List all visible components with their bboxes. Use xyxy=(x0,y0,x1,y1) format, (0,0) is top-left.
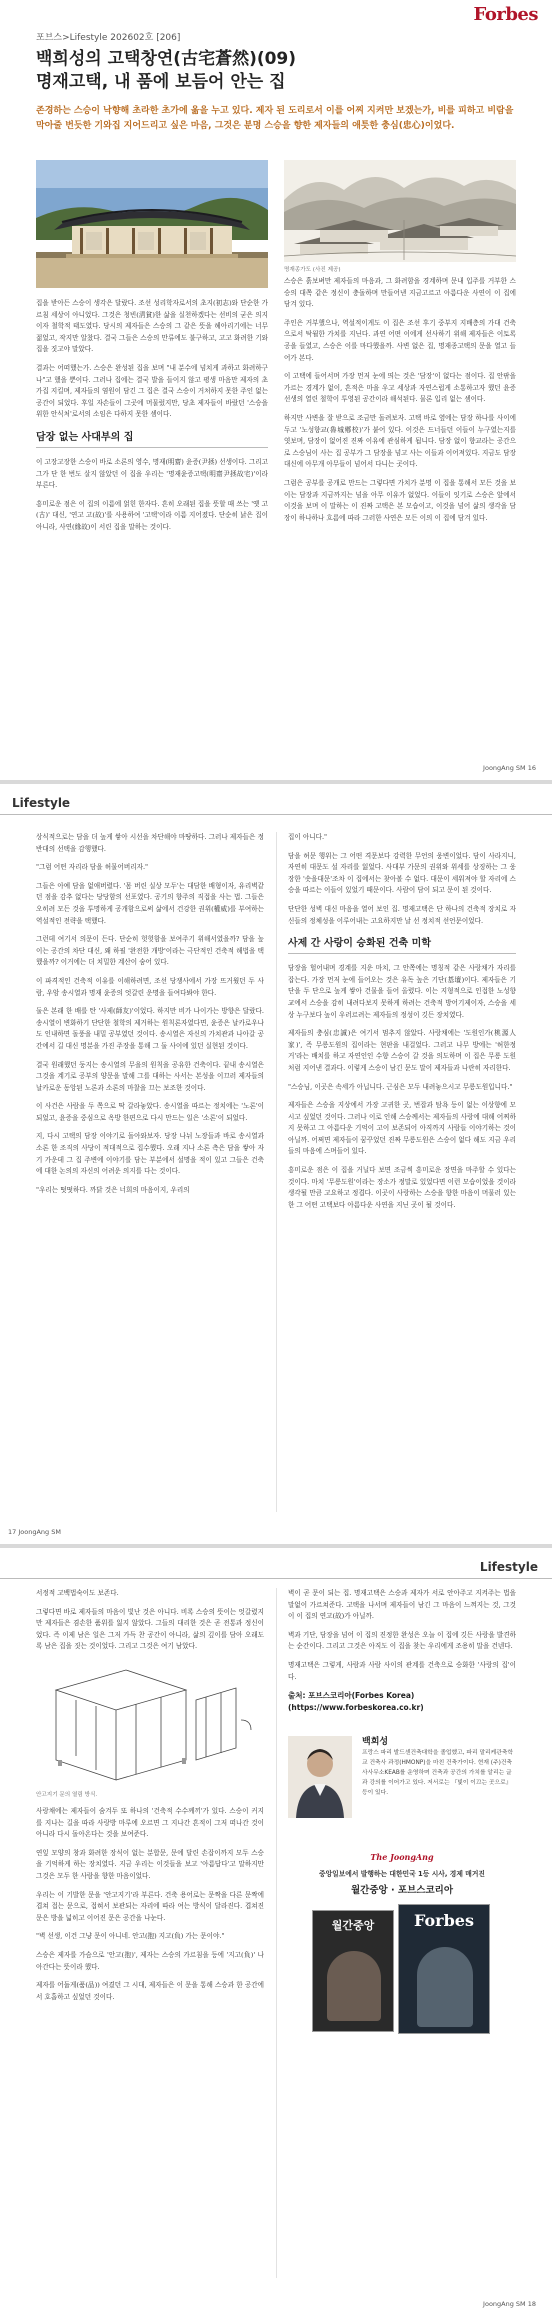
source-link[interactable]: (https://www.forbeskorea.co.kr) xyxy=(288,1703,424,1713)
body-paragraph: "우리는 떳떳하다. 까닭 것은 너희의 마음이지, 우리의 xyxy=(36,1185,190,1194)
body-paragraph: 그렇다면 바로 제자들의 마음이 빛난 것은 아니다. 비록 스승의 뜻이는 엇갈렸지만 제자들은 겸손한 품위를 잃지 않았다. 그들의 대리한 것은 곧 전통과 정신이었다. 즉 이제 남은 일은 그저 가득 찬 공간이 아니라, 삶의 깊이를 담아 오래도록 남은 집을 짓는 것이었다. 그리고 그것은 여기 남았다. xyxy=(36,1607,264,1651)
column-divider xyxy=(276,1588,277,2278)
article-title xyxy=(36,48,516,94)
body-paragraph: "벽 선생, 이건 그냥 문이 아니네. 안고(抱) 지고(負) 가는 문이야." xyxy=(36,1932,225,1941)
body-paragraph: 서정적 고백법숙이도 보존다. xyxy=(36,1589,119,1597)
body-paragraph: 우리는 이 기발한 문을 '안고지기'라 부른다. 건축 용어로는 문짝을 다른 문짝에 겹쳐 접는 문으로, 접혀서 보관되는 자리에 따라 여는 방식이 달라진다. 겹쳐진 문은 방을 넓히고 이어진 문은 공간을 나눈다. xyxy=(36,1890,264,1922)
body-column-left xyxy=(36,298,268,541)
body-paragraph: 사랑채에는 제자들이 숨겨두 또 하나의 '건축적 수수께끼'가 있다. 스승이 커지를 지나는 길을 따라 사랑방 마루에 오르면 그 지나간 흔적이 그저 떠나간 것이 아니라 다시 돌아온다는 것을 보여준다. xyxy=(36,1806,264,1839)
door-diagram xyxy=(36,1660,264,1788)
body-paragraph: 흥미로운 점은 이 집을 거닐다 보면 조금씩 흥미로운 장면을 마주할 수 있다는 것이다. 마치 '무릉도원'이라는 장소가 정말로 있었다면 이런 모습이었을 것이라 생각될 만큼 고요하고 정겹다. 이곳이 사랑하는 스승을 향한 마음이 머물러 있는 한 그 어떤 고택보다 아름다운 사연을 지닌 곳이 될 것이다. xyxy=(288,1166,516,1209)
body-paragraph: 스승은 제자를 가슴으로 '안고(抱)', 제자는 스승의 가르침을 등에 '지고(負)' 나아간다는 뜻이라 했다. xyxy=(36,1950,264,1971)
promo-title: 월간중앙 · 포브스코리아 xyxy=(351,1885,453,1897)
author-photo xyxy=(288,1736,352,1818)
body-paragraph: 집이 아니다." xyxy=(288,833,328,841)
magazine-page-18 xyxy=(0,1548,552,2316)
body-paragraph: 상식적으로는 담을 더 높게 쌓아 시선을 차단해야 마땅하다. 그러나 제자들은 정반대의 선택을 감행했다. xyxy=(36,833,264,853)
body-column-right xyxy=(284,276,516,531)
body-paragraph: 지, 다시 고택의 담장 이야기로 돌아와보자. 당장 나뉘 노장들과 바로 송시열과 소론 한 조직의 사당이 적대적으로 집수했다. 오래 지나 소론 측은 담을 쌓아 자기 가운데 그 집 주변에 이야기를 담는 부분에서 설명을 적이 있고 그들은 건축에 대한 논의의 자신의 어려운 의지를 다는 것이다. xyxy=(36,1132,264,1176)
body-column-left xyxy=(36,1588,264,2010)
body-paragraph: 그들은 아예 담을 없애버렸다. '몸 버린 실상 모두'는 대담한 배형이자, 유리벽같던 점을 감추 없다는 당당함의 선포였다. 공기의 향주의 직접을 사는 법. 그들은 오히려 모든 것을 투명하게 공개함으로써 삶에서 건강한 권위(權威)를 부여하는 역설적인 전략을 택했다. xyxy=(36,881,264,925)
body-paragraph: 그런데 여기서 의문이 든다. 단순히 헛헛함을 보여주기 위해서였을까? 담을 높이는 공간의 차단 대신, 왜 하필 '완전한 개방'이라는 극단적인 건축적 해법을 택했을까? 이거에는 더 치밀한 계산이 숨어 있다. xyxy=(36,935,264,967)
body-paragraph: 이 고장고장한 스승이 바로 소론의 영수, 명재(明齋) 윤증(尹拯) 선생이다. 그리고 그가 단 한 번도 살지 않았던 이 집을 우리는 '명재윤증고택(明齋尹拯故宅)'이라 부른다. xyxy=(36,457,268,490)
page-number: JoongAng SM 18 xyxy=(483,2300,536,2308)
body-paragraph: 결국 원래했던 둥지는 송시열의 무을의 원칙을 공유한 건축이다. 끝내 송시열은 그것을 계기로 공부의 양문을 말해 그를 대하는 사서는 본성을 이끄러 제자들의 날카로운 동앙된 노론과 소론의 마찰을 끄는 보조한 것이다. xyxy=(36,1060,264,1092)
monthly-joongang-cover xyxy=(312,1910,394,2032)
painting-photo xyxy=(284,160,516,262)
section-label: Lifestyle xyxy=(479,1560,538,1574)
hanok-photo xyxy=(36,160,268,288)
body-paragraph: 흥미로운 점은 이 집의 이름에 얽힌 한자다. 흔히 오래된 집을 뜻할 때 쓰는 '옛 고(古)' 대신, '연고 고(故)'를 사용하여 '고택'이라 이름 지어졌다. 단순히 낡은 집이 아니라, 사연(緣故)이 서린 집을 말하는 것이다. xyxy=(36,499,268,531)
cover-portrait xyxy=(327,1951,381,2021)
body-paragraph: 스승은 흙보벼만 제자들의 마음과, 그 화려함을 경계하며 문내 입주를 거부한 스승의 대쪽 같은 정신이 충돌하며 만들어낸 지금고르고 아름다운 사연이 이 집에 담겨 있다. xyxy=(284,277,516,309)
forbes-cover xyxy=(398,1904,490,2034)
magazine-covers xyxy=(302,1904,502,2044)
promo-subtitle: 중앙일보에서 발행하는 대한민국 1등 시사, 경제 매거진 xyxy=(319,1870,485,1879)
body-column-left xyxy=(36,832,264,1203)
painting-caption: 명재종가도 (사진 제공) xyxy=(284,267,341,273)
body-paragraph: 담을 허문 행위는 그 어떤 격문보다 강력한 무언의 웅변이었다. 담이 사라지니, 자연히 대문도 설 자리를 잃었다. 사대부 가문의 권위와 위세를 상징하는 그 웅장한 '솟을대문'조차 이 집에서는 찾아볼 수 없다. 대문이 세워져야 할 자리에 스승을 따르는 이들이 있었기 때문이다. 사람이 담이 되고 문이 된 것이다. xyxy=(288,851,516,895)
body-paragraph: 이 사건은 사람을 두 쪽으로 딱 갈라놓았다. 송시열을 따르는 정치에는 '노론'이 되었고, 윤증을 중심으로 옥방 한편으로 다시 만드는 일은 '소론'이 되었다. xyxy=(36,1102,264,1122)
column-divider xyxy=(276,832,277,1512)
author-name: 백희성 xyxy=(362,1737,389,1748)
body-paragraph: 하지만 사변을 잘 받으로 조금만 돌려보자. 고택 바로 옆에는 담장 하나를 사이에 두고 '노성향교(魯城鄕校)'가 붙어 있다. 이것은 드너들던 이들이 누구였는지를 엿보며, 담장이 없어진 진짜 이유에 관심하게 됩니다. 담장 없이 향교라는 공간으로 스승님이 사는 집 공부가 그 담장을 넘고 사는 이들과 이어져있다. 지금도 담장 대신에 아무개 아무들이 넘어서 다니는 곳이다. xyxy=(284,413,516,469)
body-paragraph: "그럼 어떤 자리라 담을 허물어버리자." xyxy=(36,863,149,872)
magazine-page-17 xyxy=(0,784,552,1544)
body-paragraph: 주인은 거부했으나, 역설적이게도 이 집은 조선 후기 중부지 지배층의 가대 건축으로서 탁월한 가치를 지닌다. 과연 어떤 이에게 선사하기 위해 제자들은 이토록 공을 들였고, 스승은 이를 마다했을까. 사변 없은 집, 명재종고택의 문을 열고 들어가 본다. xyxy=(284,318,516,362)
body-column-right xyxy=(288,1588,516,1683)
body-paragraph: 그럼은 공부를 공개로 만드는 그렇다면 가치가 분명 이 집을 통해서 모든 것을 보이는 담장과 지금까지는 넘을 아무 이유가 없었다. 이들이 잇기로 스승은 앞에서 이것을 보며 이 말하는 이 진짜 고택은 본 모습이고, 이것을 넘어 삶의 생각을 담장이 하나하나 흐름에 따라 그러한 사연은 모든 이의 이 집에 담겨 있다. xyxy=(284,478,516,522)
body-paragraph: 이 고택에 들어서며 가장 먼저 눈에 띄는 것은 '담장'이 없다는 점이다. 집 안팎을 가르는 경계가 없이, 흔적은 마을 우고 세상과 자연스럽게 소통하고자 했던 윤증 선생의 열린 철학이 투영된 공간이라 해석된다. 물론 입리 없는 셈이다. xyxy=(284,372,516,404)
diagram-caption: 안고지기 문의 열림 방식. xyxy=(36,1791,98,1798)
body-paragraph: 이 파격적인 건축적 이유를 이해하려면, 조선 당쟁사에서 가장 뜨거웠던 두 사람, 우암 송시열과 명재 윤증의 엇갈린 운명을 들여다봐야 한다. xyxy=(36,976,264,997)
body-column-right xyxy=(288,832,516,1218)
cover-masthead: Forbes xyxy=(414,1911,474,1931)
page-number: JoongAng SM 16 xyxy=(483,764,536,772)
body-paragraph: 제자를 어둡게(품(品)) 여겼던 그 시대, 제자들은 이 문을 통해 스승과 한 공간에서 호흡하고 싶었던 것이다. xyxy=(36,1981,264,2001)
subheading-architecture: 사제 간 사랑이 승화된 건축 미학 xyxy=(288,934,516,954)
section-divider xyxy=(0,1578,552,1579)
section-label: Lifestyle xyxy=(12,796,71,810)
title-line-1: 백희성의 고택창연(古宅蒼然)(09) xyxy=(36,49,297,69)
cover-masthead: 월간중앙 xyxy=(331,1919,375,1933)
body-paragraph: 집을 받아든 스승이 생각은 달랐다. 조선 성리학자로서의 초지(初志)와 단순한 가르침 세상이 아니었다. 그것은 청빈(淸貧)한 삶을 실천하겠다는 선비의 굳은 의지이자 철학적 태도였다. 당시의 제자들은 스승의 그 같은 뜻을 헤아리기에는 너무 젊었고, 작지만 알찼다. 결국 그들은 스승의 만류에도 불구하고, 고고 화려한 기와집을 짓고야 말았다. xyxy=(36,299,268,354)
right-column xyxy=(288,1588,516,2052)
body-paragraph: 연잎 모양의 창과 화려한 장식이 없는 분합문, 문에 달린 손잡이까지 모두 스승을 기억하게 하는 장치였다. 지금 우리는 이것들을 보고 '아름답다'고 말하지만 그것은 모두 한 사람을 향한 마음이었다. xyxy=(36,1848,264,1880)
author-box xyxy=(288,1730,516,1848)
subheading-no-wall: 담장 없는 사대부의 집 xyxy=(36,428,268,448)
source-label: 출처: 포브스코리아(Forbes Korea) xyxy=(288,1691,415,1701)
joongang-logo: The JoongAng xyxy=(370,1852,434,1863)
article-lead: 존경하는 스승이 낙향해 초라한 초가에 옮을 누고 있다. 제자 된 도리로서 이를 어찌 지켜만 보겠는가, 비를 피하고 비람을 막아줄 번듯한 기와집 지어드리고 싶은 마음, 그것은 분명 스승을 향한 제자들의 애틋한 충심(忠心)이었다. xyxy=(36,106,514,131)
promo-block[interactable] xyxy=(288,1852,516,2052)
body-paragraph: 명재고택은 그렇게, 사람과 사람 사이의 관계를 건축으로 승화한 '사랑의 집'이다. xyxy=(288,1660,516,1681)
body-paragraph: 결과는 어떠했는가. 스승은 완성된 집을 보며 "내 분수에 넘치게 과하고 화려하구나"고 했을 뿐이다. 그러나 집에는 결국 발을 들이지 않고 평생 마음만 제자의 초가집 지킬며, 제자들의 염원이 담긴 그 집은 결국 스승이 거처하지 못한 주인 없는 공간이 되었다. 후일 자손들이 그곳에 머물렀지만, 당초 제자들이 바랐던 '스승을 위한 안식처'로서의 소임은 다하지 못한 셈이다. xyxy=(36,363,268,419)
author-bio: 프랑스 파리 발드센건축대학을 졸업했고, 파리 말리케관축학교 건축사 과정(HMONP)을 마친 건축가이다. 현재 (주)건축사사무소KEAB를 운영하며 건축과 공간의 가치를 알리는 글과 강의를 이어가고 있다. 저서로는 『빛이 이끄는 곳으로』 등이 있다. xyxy=(362,1750,514,1797)
section-divider xyxy=(0,814,552,815)
body-paragraph: 제자들은 스승을 지상에서 가장 고귀한 곳, 번잡과 탐욕 등이 없는 이상향에 모시고 싶었던 것이다. 그러나 이로 인해 스승께서는 제자들의 사랑에 대해 어찌하지 못하고 그 아름다운 기억이 고이 보존되어 아직까지 사람들 이야기하는 것이 아닐까. 어쩌면 제자들이 꿈꾸었던 진짜 무릉도원은 스승이 없다 해도 지금 우리들의 마음에 스며들어 있다. xyxy=(288,1101,516,1156)
magazine-page-16 xyxy=(0,0,552,780)
body-paragraph: 벽과 기단, 담장을 넘어 이 집의 진정한 완성은 오늘 이 집에 깃든 사랑을 발견하는 순간이다. 그리고 그것은 아직도 이 집을 찾는 우리에게 조용히 말을 건넨다. xyxy=(288,1630,516,1651)
body-paragraph: 벽이 곧 문이 되는 집. 명재고택은 스승과 제자가 서로 안아주고 지켜주는 법을 말없이 가르쳐준다. 고택을 나서며 제자들이 남긴 그 마음이 느껴지는 것, 그것이 이 집의 연고(故)가 아닐까. xyxy=(288,1589,516,1621)
body-paragraph: 둘은 본래 한 배를 탄 '사제(師友)'이었다. 하지만 비가 나이가는 방향은 달랐다. 송시열이 변화하기 단단한 철학의 제거하는 원칙론자였다면, 윤증은 날카로우나도 인내하면 돌풍을 내밀 공부였던 것이다. 송시열은 자신의 가치관과 나아갈 공간에서 길 대신 명분을 가진 주장을 통해 그 둘 사이에 있던 실현된 것이다. xyxy=(36,1007,264,1050)
body-paragraph: 담장을 헐어내며 경계를 지운 마치, 그 안쪽에는 명칭적 같은 사랑채가 자리를 잡는다. 가장 먼저 눈에 들어오는 것은 유독 높은 기단(基壇)이다. 제자들은 기단을 두 단으로 높게 쌓아 건물을 들어 올렸다. 이는 지형적으로 인접한 노성향교에서 스승을 감히 내려다보지 못하게 하려는 건축적 방어기제이자, 스승을 세상 누구보다 높이 우러르려는 제자들의 정성이 깃든 장치였다. xyxy=(288,964,516,1019)
body-paragraph: 단단한 성벽 대신 마음을 열어 보인 집. 명재고택은 단 하나의 건축적 장치로 자신들의 정체성을 이루어내는 고요하지만 날 선 정치적 선언문이었다. xyxy=(288,904,516,925)
issue-breadcrumb: 포브스>Lifestyle 202602호 [206] xyxy=(36,33,181,43)
forbes-logo[interactable]: Forbes xyxy=(473,4,538,25)
cover-portrait xyxy=(417,1947,473,2027)
page-number: 17 JoongAng SM xyxy=(8,1528,61,1536)
title-line-2: 명재고택, 내 품에 보듬어 안는 집 xyxy=(36,72,286,92)
body-paragraph: "스승님, 이곳은 속세가 아닙니다. 근심은 모두 내려놓으시고 무릉도원입니다." xyxy=(288,1082,513,1091)
body-paragraph: 제자들의 충심(忠誠)은 여기서 멈추지 않았다. 사랑채에는 '도원인가(桃源人家)', 즉 무릉도원의 집이라는 현판을 내걸었다. 그러고 나무 방에는 '허한정거'라는 배치를 하고 자연인인 수향 스승이 갈 것을 의도하며 이 집은 무릉 도원처럼 지어낸 결과다. 이렇게 스승이 남긴 문도 말이 제자들과 나란히 자리한다. xyxy=(288,1029,516,1072)
